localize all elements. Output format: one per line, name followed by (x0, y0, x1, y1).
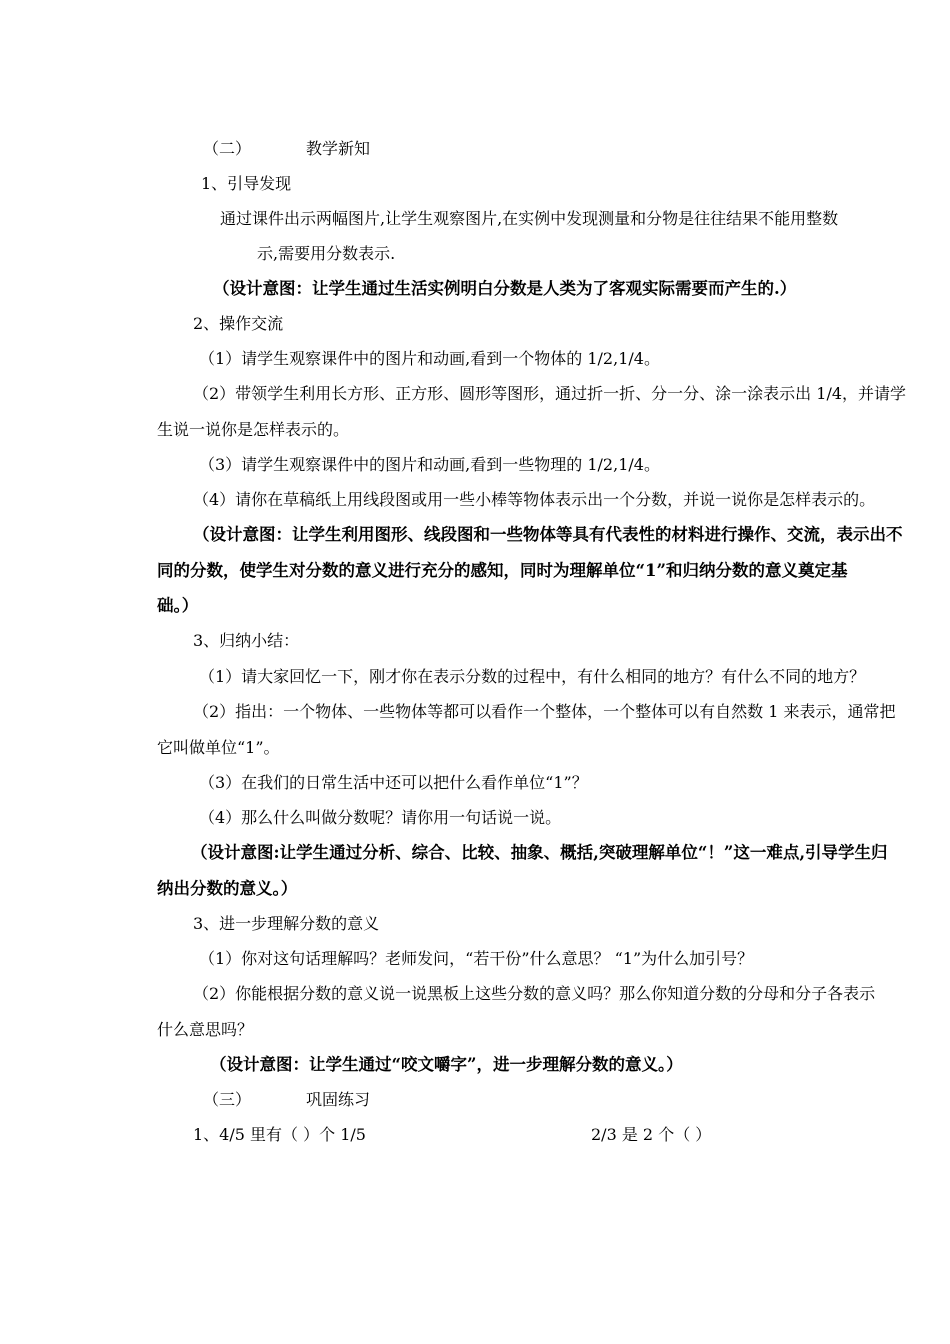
list-item: （2）你能根据分数的意义说一说黑板上这些分数的意义吗？那么你知道分数的分母和分子各表示 (193, 984, 876, 1003)
heading-understand: 3、进一步理解分数的意义 (193, 914, 380, 933)
list-item: （4）请你在草稿纸上用线段图或用一些小棒等物体表示出一个分数，并说一说你是怎样表示的。 (193, 490, 876, 509)
design-intent: （设计意图：让学生通过“咬文嚼字”，进一步理解分数的意义。） (210, 1055, 683, 1074)
list-item: （1）请大家回忆一下，刚才你在表示分数的过程中，有什么相同的地方？有什么不同的地方？ (199, 667, 866, 686)
list-item: （1）请学生观察课件中的图片和动画,看到一个物体的 1/2,1/4。 (199, 349, 660, 368)
paragraph-line: 示,需要用分数表示. (257, 244, 396, 263)
exercise-item: 2/3 是 2 个（ ） (591, 1125, 712, 1144)
list-item: （2）带领学生利用长方形、正方形、圆形等图形，通过折一折、分一分、涂一涂表示出 1/4，并请学 (193, 384, 907, 403)
section-title: 教学新知 (306, 139, 371, 158)
heading-guide: 1、引导发现 (201, 174, 292, 193)
section-title: 巩固练习 (306, 1090, 371, 1109)
paragraph-line: 通过课件出示两幅图片,让学生观察图片,在实例中发现测量和分物是往往结果不能用整数 (220, 209, 839, 228)
design-intent-continued: 同的分数，使学生对分数的意义进行充分的感知，同时为理解单位“1”和归纳分数的意义奠定基 (157, 561, 848, 580)
heading-summary: 3、归纳小结： (193, 631, 300, 650)
list-item: （1）你对这句话理解吗？老师发问，“若干份”什么意思？ “1”为什么加引号？ (199, 949, 754, 968)
design-intent: （设计意图：让学生利用图形、线段图和一些物体等具有代表性的材料进行操作、交流，表示出不 (193, 525, 903, 544)
design-intent-continued: 纳出分数的意义。） (157, 879, 298, 898)
section-number: （二） (203, 139, 252, 158)
list-item: （3）请学生观察课件中的图片和动画,看到一些物理的 1/2,1/4。 (199, 455, 660, 474)
design-intent-continued: 础。） (157, 596, 199, 615)
list-item: （2）指出：一个物体、一些物体等都可以看作一个整体，一个整体可以有自然数 1 来表示，通常把 (193, 702, 896, 721)
section-number: （三） (203, 1090, 252, 1109)
list-item-continued: 生说一说你是怎样表示的。 (157, 420, 350, 439)
list-item: （3）在我们的日常生活中还可以把什么看作单位“1”？ (199, 773, 588, 792)
design-intent: （设计意图:让学生通过分析、综合、比较、抽象、概括,突破理解单位“！”这一难点,引导学生归 (191, 843, 888, 862)
list-item-continued: 它叫做单位“1”。 (157, 738, 280, 757)
exercise-item: 1、4/5 里有（ ）个 1/5 (193, 1125, 366, 1144)
list-item-continued: 什么意思吗？ (157, 1020, 254, 1039)
design-intent: （设计意图：让学生通过生活实例明白分数是人类为了客观实际需要而产生的.） (213, 279, 797, 298)
list-item: （4）那么什么叫做分数呢？请你用一句话说一说。 (199, 808, 562, 827)
heading-operate: 2、操作交流 (193, 314, 284, 333)
